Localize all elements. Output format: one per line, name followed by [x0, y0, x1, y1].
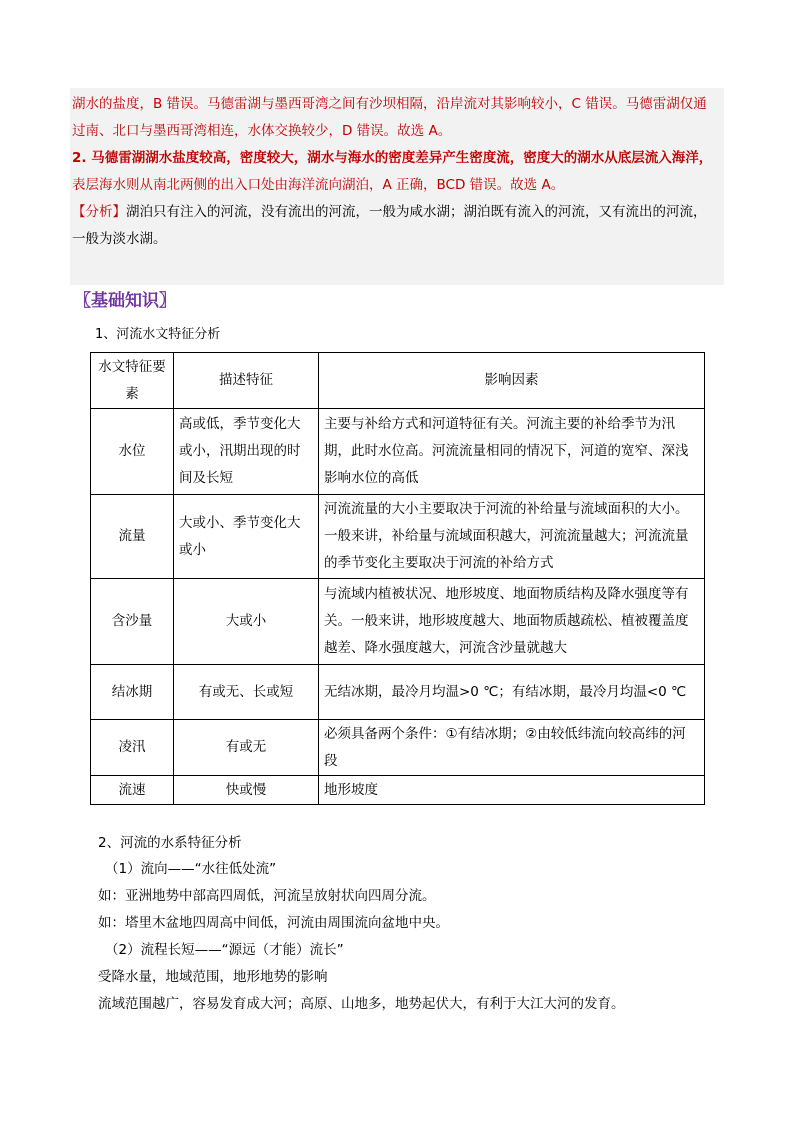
section2-line-1: 受降水量，地域范围，地形地势的影响: [98, 969, 328, 985]
table-cell: 结冰期: [91, 665, 174, 720]
table-cell: 水位: [91, 409, 174, 495]
analysis-text-2: 一般为淡水湖。: [72, 231, 167, 247]
table-header-row: [91, 353, 705, 409]
analysis-tag: 【分析】: [72, 204, 126, 220]
table-row: [91, 579, 705, 665]
answer-line-4: 表层海水则从南北两侧的出入口处由海洋流向湖泊，A 正确，BCD 错误。故选 A。: [72, 177, 565, 193]
section2-item-flow-direction: （1）流向——“水往低处流”: [105, 861, 277, 877]
table-row: [91, 720, 705, 776]
section2-item-flow-length: （2）流程长短——“源远（才能）流长”: [105, 942, 344, 958]
table-cell: 大或小: [174, 579, 319, 665]
table-cell: 凌汛: [91, 720, 174, 776]
table-header-cell: 影响因素: [319, 353, 705, 409]
table-cell: 大或小、季节变化大或小: [174, 495, 319, 579]
subheading-hydrology: 1、河流水文特征分析: [95, 327, 221, 342]
analysis-line-2: [72, 230, 167, 248]
table-cell: 流量: [91, 495, 174, 579]
table-cell: 与流域内植被状况、地形坡度、地面物质结构及降水强度等有关。一般来讲，地形坡度越大、地面物质越疏松、植被覆盖度越差、降水强度越大，河流含沙量就越大: [319, 579, 705, 665]
table-header-cell: 描述特征: [174, 353, 319, 409]
section2-line-2: 流域范围越广，容易发育成大河；高原、山地多，地势起伏大，有利于大江大河的发育。: [98, 996, 625, 1012]
table-cell: 主要与补给方式和河道特征有关。河流主要的补给季节为汛期，此时水位高。河流流量相同的情况下，河道的宽窄、深浅影响水位的高低: [319, 409, 705, 495]
table-cell: 有或无、长或短: [174, 665, 319, 720]
table-cell: 必须具备两个条件：①有结冰期；②由较低纬流向较高纬的河段: [319, 720, 705, 776]
answer-line-2: 过南、北口与墨西哥湾相连，水体交换较少，D 错误。故选 A。: [72, 123, 452, 139]
table-cell: 河流流量的大小主要取决于河流的补给量与流域面积的大小。一般来讲，补给量与流域面积越大，河流流量越大；河流流量的季节变化主要取决于河流的补给方式: [319, 495, 705, 579]
table-cell: 地形坡度: [319, 776, 705, 805]
table-cell: 流速: [91, 776, 174, 805]
table-row: [91, 409, 705, 495]
table-row: [91, 665, 705, 720]
section2-example-1: 如：亚洲地势中部高四周低，河流呈放射状向四周分流。: [98, 888, 436, 904]
answer-line-1: 湖水的盐度，B 错误。马德雷湖与墨西哥湾之间有沙坝相隔，沿岸流对其影响较小，C 错误。马德雷湖仅通: [72, 96, 707, 112]
analysis-text-1: 湖泊只有注入的河流，没有流出的河流，一般为咸水湖；湖泊既有流入的河流，又有流出的河流，: [126, 204, 707, 220]
table-cell: 快或慢: [174, 776, 319, 805]
table-cell: 有或无: [174, 720, 319, 776]
hydrology-table: [90, 352, 705, 805]
table-row: [91, 776, 705, 805]
table-header-cell: 水文特征要素: [91, 353, 174, 409]
table-cell: 含沙量: [91, 579, 174, 665]
section2-heading: 2、河流的水系特征分析: [98, 835, 242, 851]
section2-example-2: 如：塔里木盆地四周高中间低，河流由周围流向盆地中央。: [98, 915, 449, 931]
table-cell: 无结冰期，最冷月均温>0 ℃；有结冰期，最冷月均温<0 ℃: [319, 665, 705, 720]
section-title: 〖基础知识〗: [74, 291, 176, 311]
answer-line-3: 2. 马德雷湖湖水盐度较高，密度较大，湖水与海水的密度差异产生密度流，密度大的湖水从底层流入海洋，: [72, 150, 713, 166]
table-row: [91, 495, 705, 579]
table-cell: 高或低，季节变化大或小，汛期出现的时间及长短: [174, 409, 319, 495]
analysis-line-1: [72, 203, 707, 221]
